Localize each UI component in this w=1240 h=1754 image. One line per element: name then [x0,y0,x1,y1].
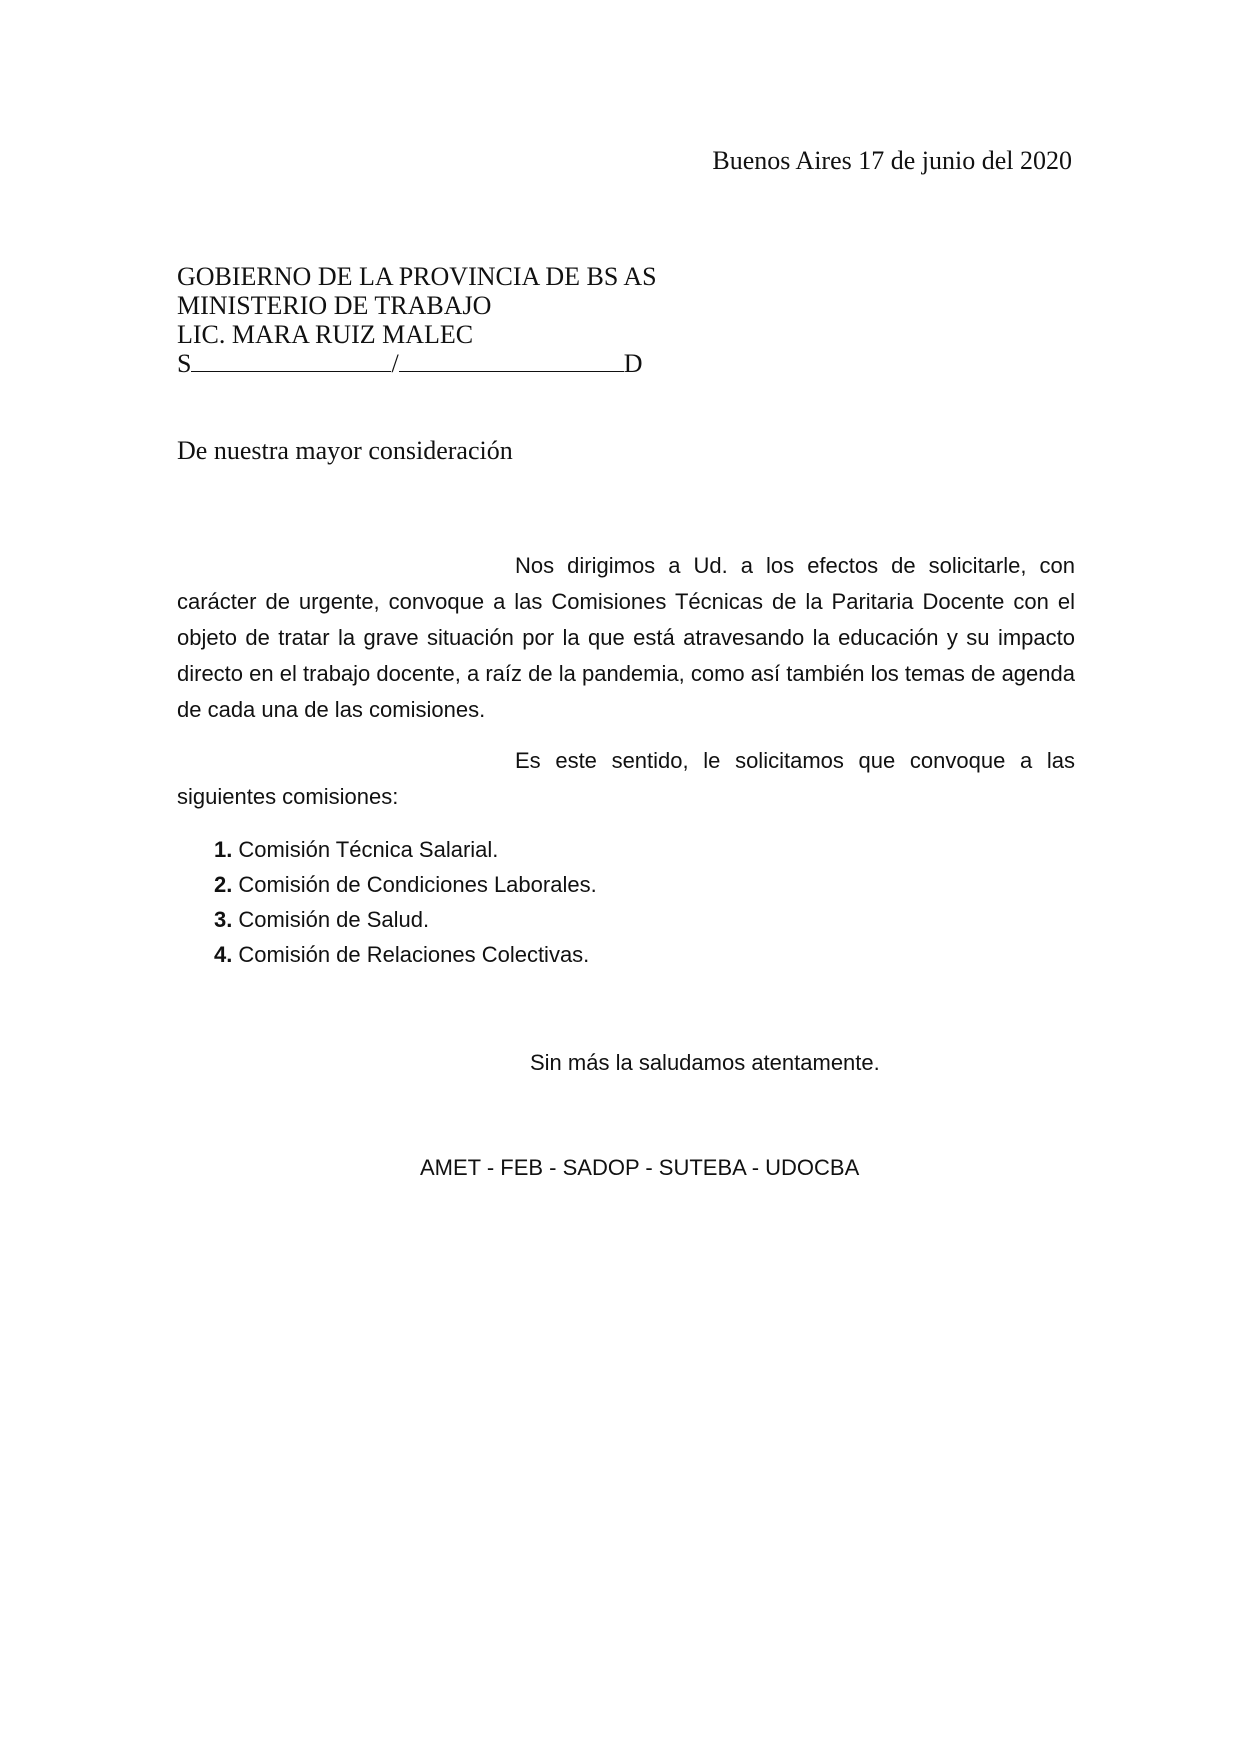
closing: Sin más la saludamos atentamente. [530,1050,880,1075]
date-line: Buenos Aires 17 de junio del 2020 [712,146,1072,175]
sd-blank-left [191,349,391,372]
list-item [214,902,597,937]
list-item-number: 3. [214,907,233,932]
list-item [214,832,597,867]
sd-start: S [177,349,192,378]
signature-unions: AMET - FEB - SADOP - SUTEBA - UDOCBA [420,1155,860,1180]
list-item-number: 2. [214,872,233,897]
list-item-label: Comisión Técnica Salarial. [238,837,499,862]
addressee-block [177,262,777,378]
list-item-number: 1. [214,837,233,862]
addressee-ministry: MINISTERIO DE TRABAJO [177,291,492,320]
list-item-label: Comisión de Relaciones Colectivas. [238,942,590,967]
list-item [214,937,597,972]
addressee-government: GOBIERNO DE LA PROVINCIA DE BS AS [177,262,657,291]
sd-end: D [623,349,643,378]
sd-slash: / [391,349,399,378]
paragraph-request: Nos dirigimos a Ud. a los efectos de solicitarle, con carácter de urgente, convoque a las Comisiones Técnicas de la Paritaria Docente con el objeto de tratar la grave situación por la que está atravesando la educación y su impacto directo en el trabajo docente, a raíz de la pandemia, como así también los temas de agenda de cada una de las comisiones. [177,553,1075,722]
commissions-list [214,832,597,972]
list-item-label: Comisión de Condiciones Laborales. [238,872,597,897]
sd-blank-right [399,349,624,372]
list-item-number: 4. [214,942,233,967]
addressee-name: LIC. MARA RUIZ MALEC [177,320,474,349]
greeting: De nuestra mayor consideración [177,436,513,465]
list-item-label: Comisión de Salud. [238,907,430,932]
paragraph-commissions-intro: Es este sentido, le solicitamos que convoque a las siguientes comisiones: [177,748,1075,809]
sd-line [177,349,777,378]
list-item [214,867,597,902]
